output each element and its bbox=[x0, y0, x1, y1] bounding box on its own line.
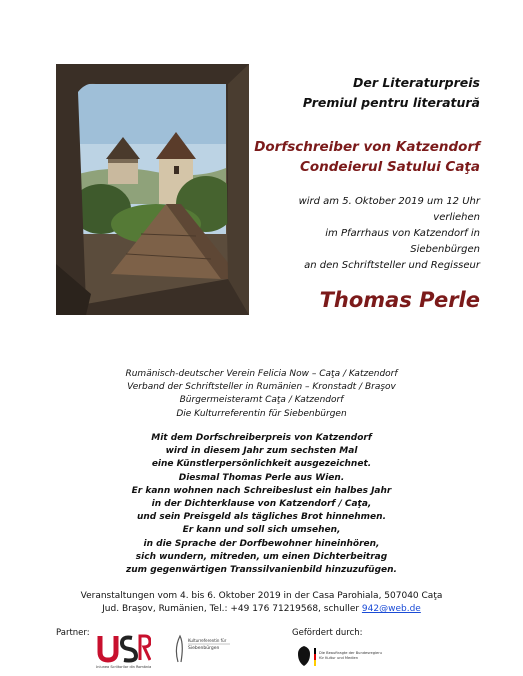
award-info-line: Siebenbürgen bbox=[410, 244, 480, 255]
sponsor-label: Gefördert durch: bbox=[292, 628, 363, 638]
event-contact bbox=[0, 590, 523, 616]
description-line: und sein Preisgeld als tägliches Brot hinnehmen. bbox=[136, 512, 386, 523]
description-line: Er kann und soll sich umsehen, bbox=[182, 525, 341, 536]
laureate-name: Thomas Perle bbox=[319, 288, 480, 312]
prize-subtitle bbox=[254, 137, 480, 177]
prize-title bbox=[303, 73, 480, 113]
description-line: zum gegenwärtigen Transsilvanienbild hinzuzufügen. bbox=[126, 565, 397, 576]
prize-subtitle-ro: Condeierul Satului Caţa bbox=[299, 159, 480, 175]
description-line: Diesmal Thomas Perle aus Wien. bbox=[178, 472, 345, 483]
email-link[interactable]: 942@web.de bbox=[361, 604, 421, 615]
eagle-icon bbox=[298, 646, 310, 666]
description-line: Mit dem Dorfschreiberpreis von Katzendorf bbox=[151, 433, 372, 443]
description-text bbox=[0, 432, 523, 577]
description-line: sich wundern, mitreden, um einen Dichterbeitrag bbox=[135, 551, 388, 562]
organizers-list bbox=[0, 368, 523, 421]
description-line: wird in diesem Jahr zum sechsten Mal bbox=[165, 446, 358, 457]
organizer-item: Rumänisch-deutscher Verein Felicia Now – Caţa / Katzendorf bbox=[125, 369, 398, 379]
contact-text: Jud. Braşov, Rumänien, Tel.: +49 176 71219568, schuller bbox=[102, 604, 362, 615]
organizer-item: Verband der Schriftsteller in Rumänien – Kronstadt / Braşov bbox=[127, 382, 396, 393]
bkm-caption-2: für Kultur und Medien bbox=[319, 656, 358, 660]
description-line: in der Dichterklause von Katzendorf / Caţa, bbox=[151, 499, 372, 510]
prize-subtitle-de: Dorfschreiber von Katzendorf bbox=[254, 139, 480, 155]
description-line: Er kann wohnen nach Schreibeslust ein halbes Jahr bbox=[131, 485, 392, 496]
award-info-line: wird am 5. Oktober 2019 um 12 Uhr bbox=[298, 196, 480, 207]
kulturreferentin-logo bbox=[172, 632, 232, 670]
usr-logo bbox=[96, 630, 151, 674]
contact-line bbox=[0, 603, 523, 616]
organizer-item: Bürgermeisteramt Caţa / Katzendorf bbox=[179, 395, 344, 406]
description-line: in die Sprache der Dorfbewohner hineinhören, bbox=[143, 538, 380, 549]
usr-caption: Uniunea Scriitorilor din România bbox=[96, 665, 151, 669]
bkm-logo bbox=[292, 642, 382, 676]
award-info-line: im Pfarrhaus von Katzendorf in bbox=[325, 228, 480, 239]
organizer-item: Die Kulturreferentin für Siebenbürgen bbox=[176, 408, 347, 419]
award-info-line: an den Schriftsteller und Regisseur bbox=[304, 260, 480, 271]
award-info bbox=[299, 194, 480, 274]
church-photo bbox=[56, 64, 249, 315]
partner-label: Partner: bbox=[56, 628, 90, 638]
kultur-caption-1: Kulturreferentin für bbox=[188, 638, 227, 643]
award-info-line: verliehen bbox=[433, 212, 480, 223]
prize-title-de: Der Literaturpreis bbox=[352, 75, 480, 90]
bkm-caption-1: Die Beauftragte der Bundesregierung bbox=[319, 651, 382, 655]
kultur-caption-2: Siebenbürgen bbox=[188, 646, 220, 651]
prize-title-ro: Premiul pentru literatură bbox=[302, 95, 480, 110]
event-dates: Veranstaltungen vom 4. bis 6. Oktober 2019 in der Casa Parohiala, 507040 Caţa bbox=[80, 591, 443, 601]
description-line: eine Künstlerpersönlichkeit ausgezeichnet. bbox=[151, 459, 372, 470]
